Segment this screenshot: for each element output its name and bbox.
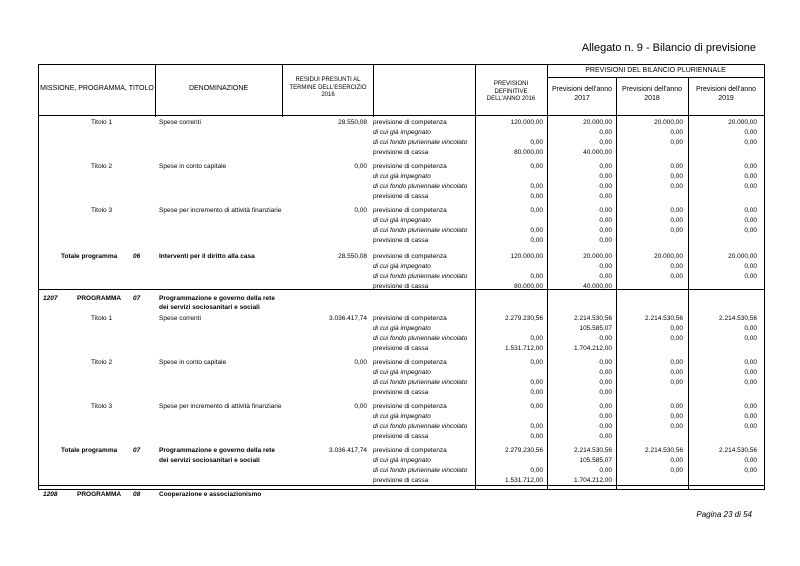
- cell-def: 0,00: [530, 389, 543, 396]
- cell-a2: 0,00: [670, 183, 683, 190]
- cell-voce: previsione di competenza: [373, 315, 447, 322]
- cell-a3: 0,00: [744, 359, 757, 366]
- cell-a2: 0,00: [670, 369, 683, 376]
- cell-label: Titolo 2: [91, 163, 113, 170]
- cell-a2: 0,00: [670, 207, 683, 214]
- cell-a2: 0,00: [670, 423, 683, 430]
- cell-voce: previsione di competenza: [373, 207, 447, 214]
- cell-a1: 0,00: [599, 173, 612, 180]
- cell-a1: 0,00: [599, 163, 612, 170]
- cell-denom: Spese per incremento di attività finanziarie: [159, 207, 282, 214]
- header-anno-2017: Previsioni dell'anno 2017: [551, 86, 613, 102]
- cell-a2: 0,00: [670, 139, 683, 146]
- cell-denom: Cooperazione e associazionismo: [159, 491, 262, 498]
- cell-a2: 0,00: [670, 129, 683, 136]
- cell-a2: 0,00: [670, 227, 683, 234]
- cell-a1: 0,00: [599, 369, 612, 376]
- cell-a1: 0,00: [599, 403, 612, 410]
- table-row: [39, 148, 764, 158]
- header-missione: MISSIONE, PROGRAMMA, TITOLO: [40, 85, 154, 92]
- cell-a1: 0,00: [599, 263, 612, 270]
- cell-residui: 0,00: [354, 359, 367, 366]
- cell-a3: 2.214.530,56: [719, 447, 757, 454]
- table-row: [39, 324, 764, 334]
- header-anno-2019: Previsioni dell'anno 2019: [695, 86, 757, 102]
- cell-a3: 0,00: [744, 173, 757, 180]
- header-previsioni-definitive: PREVISIONI DEFINITIVE DELL'ANNO 2016: [486, 81, 536, 102]
- cell-denom: Programmazione e governo della rete: [159, 295, 275, 302]
- table-row: [39, 368, 764, 378]
- cell-voce: di cui fondo pluriennale vincolato: [373, 335, 468, 342]
- cell-def: 0,00: [530, 273, 543, 280]
- cell-a2: 0,00: [670, 413, 683, 420]
- cell-label: Titolo 3: [91, 403, 113, 410]
- cell-a3: 0,00: [744, 263, 757, 270]
- table-row: [39, 192, 764, 202]
- table-row: [39, 138, 764, 148]
- header-anno-2018: Previsioni dell'anno 2018: [621, 86, 683, 102]
- header-denominazione: DENOMINAZIONE: [188, 85, 249, 92]
- table-row: [39, 252, 764, 262]
- cell-a3: 0,00: [744, 163, 757, 170]
- cell-a1: 1.704.212,00: [574, 345, 612, 352]
- table-row: [39, 216, 764, 226]
- cell-voce: previsione di competenza: [373, 163, 447, 170]
- cell-voce: di cui fondo pluriennale vincolato: [373, 139, 468, 146]
- table-row: [39, 378, 764, 388]
- table-row: [39, 422, 764, 432]
- cell-def: 80.000,00: [514, 149, 543, 156]
- table-row: [39, 172, 764, 182]
- table-row: [39, 282, 764, 292]
- cell-a3: 0,00: [744, 403, 757, 410]
- table-row: [39, 388, 764, 398]
- table-row: [39, 162, 764, 172]
- cell-a2: 0,00: [670, 379, 683, 386]
- cell-voce: di cui fondo pluriennale vincolato: [373, 423, 468, 430]
- header-pluriennale: PREVISIONI DEL BILANCIO PLURIENNALE: [585, 67, 726, 74]
- header-residui: RESIDUI PRESUNTI AL TERMINE DELL'ESERCIZIO 2016: [289, 77, 367, 98]
- cell-a3: 0,00: [744, 369, 757, 376]
- cell-voce: previsione di competenza: [373, 447, 447, 454]
- table-row: [39, 303, 764, 313]
- cell-denom: dei servizi sociosanitari e sociali: [159, 304, 260, 311]
- table-row: [39, 456, 764, 466]
- table-row: [39, 206, 764, 216]
- cell-a1: 40.000,00: [583, 149, 612, 156]
- cell-a1: 0,00: [599, 129, 612, 136]
- budget-table: [38, 64, 765, 498]
- cell-residui: 0,00: [354, 163, 367, 170]
- cell-a1: 0,00: [599, 193, 612, 200]
- cell-label: Titolo 1: [91, 119, 113, 126]
- cell-residui: 3.036.417,74: [329, 315, 367, 322]
- cell-def: 0,00: [530, 379, 543, 386]
- cell-a2: 0,00: [670, 163, 683, 170]
- cell-def: 0,00: [530, 237, 543, 244]
- cell-a1: 0,00: [599, 207, 612, 214]
- cell-voce: previsione di competenza: [373, 359, 447, 366]
- cell-residui: 3.036.417,74: [329, 447, 367, 454]
- cell-voce: di cui già impegnato: [373, 263, 431, 270]
- cell-voce: di cui già impegnato: [373, 457, 431, 464]
- cell-a3: 20.000,00: [728, 119, 757, 126]
- table-row: [39, 446, 764, 456]
- cell-denom: Spese per incremento di attività finanziarie: [159, 403, 282, 410]
- cell-a2: 0,00: [670, 467, 683, 474]
- cell-label: Titolo 3: [91, 207, 113, 214]
- cell-def: 0,00: [530, 193, 543, 200]
- cell-a1: 40.000,00: [583, 283, 612, 290]
- cell-a1: 0,00: [599, 389, 612, 396]
- cell-a1: 0,00: [599, 433, 612, 440]
- cell-a3: 0,00: [744, 335, 757, 342]
- cell-a1: 105.585,07: [579, 325, 612, 332]
- cell-label: PROGRAMMA: [77, 491, 122, 498]
- cell-def: 0,00: [530, 227, 543, 234]
- cell-voce: previsione di competenza: [373, 403, 447, 410]
- cell-denom: Spese correnti: [159, 315, 201, 322]
- cell-denom: Programmazione e governo della rete: [159, 447, 275, 454]
- cell-voce: previsione di cassa: [373, 149, 429, 156]
- table-row: [39, 128, 764, 138]
- cell-voce: previsione di competenza: [373, 253, 447, 260]
- cell-a1: 0,00: [599, 423, 612, 430]
- table-row: [39, 118, 764, 128]
- cell-residui: 0,00: [354, 207, 367, 214]
- cell-def: 120.000,00: [510, 119, 543, 126]
- table-row: [39, 314, 764, 324]
- cell-a2: 20.000,00: [654, 253, 683, 260]
- cell-a3: 0,00: [744, 273, 757, 280]
- document-title: Allegato n. 9 - Bilancio di previsione: [581, 42, 756, 54]
- cell-denom: Interventi per il diritto alla casa: [159, 253, 255, 260]
- cell-a1: 0,00: [599, 379, 612, 386]
- cell-a2: 0,00: [670, 403, 683, 410]
- cell-a2: 0,00: [670, 457, 683, 464]
- cell-a2: 0,00: [670, 263, 683, 270]
- cell-def: 0,00: [530, 359, 543, 366]
- cell-a2: 2.214.530,56: [645, 315, 683, 322]
- cell-residui: 28.550,08: [338, 119, 367, 126]
- cell-a1: 0,00: [599, 217, 612, 224]
- cell-voce: previsione di cassa: [373, 389, 429, 396]
- cell-a1: 0,00: [599, 413, 612, 420]
- cell-voce: previsione di competenza: [373, 119, 447, 126]
- cell-voce: previsione di cassa: [373, 237, 429, 244]
- cell-a3: 0,00: [744, 227, 757, 234]
- cell-a1: 2.214.530,56: [574, 447, 612, 454]
- cell-a2: 20.000,00: [654, 119, 683, 126]
- cell-label: Totale programma: [61, 253, 118, 260]
- cell-voce: di cui già impegnato: [373, 325, 431, 332]
- page-number: Pagina 23 di 54: [696, 510, 752, 519]
- cell-a3: 0,00: [744, 139, 757, 146]
- cell-denom: Spese in conto capitale: [159, 359, 227, 366]
- cell-label: Titolo 1: [91, 315, 113, 322]
- cell-a3: 0,00: [744, 423, 757, 430]
- cell-a2: 0,00: [670, 325, 683, 332]
- cell-prog: 07: [133, 447, 141, 454]
- cell-a3: 0,00: [744, 325, 757, 332]
- cell-prog: 07: [133, 295, 141, 302]
- cell-label: Titolo 2: [91, 359, 113, 366]
- cell-a2: 0,00: [670, 273, 683, 280]
- cell-a3: 0,00: [744, 413, 757, 420]
- cell-prog: 08: [133, 491, 141, 498]
- cell-a1: 0,00: [599, 335, 612, 342]
- cell-voce: di cui fondo pluriennale vincolato: [373, 273, 468, 280]
- cell-residui: 0,00: [354, 403, 367, 410]
- cell-def: 2.279.230,56: [505, 447, 543, 454]
- cell-a2: 0,00: [670, 173, 683, 180]
- cell-def: 80.000,00: [514, 283, 543, 290]
- table-row: [39, 476, 764, 486]
- table-row: [39, 226, 764, 236]
- cell-def: 0,00: [530, 423, 543, 430]
- cell-a1: 0,00: [599, 237, 612, 244]
- cell-residui: 28.550,08: [338, 253, 367, 260]
- cell-a1: 0,00: [599, 467, 612, 474]
- table-row: [39, 272, 764, 282]
- table-row: [39, 334, 764, 344]
- cell-a1: 0,00: [599, 273, 612, 280]
- cell-voce: di cui già impegnato: [373, 369, 431, 376]
- cell-def: 0,00: [530, 335, 543, 342]
- cell-a1: 20.000,00: [583, 119, 612, 126]
- table-row: [39, 182, 764, 192]
- cell-voce: di cui già impegnato: [373, 217, 431, 224]
- cell-a1: 20.000,00: [583, 253, 612, 260]
- cell-label: PROGRAMMA: [77, 295, 122, 302]
- cell-label: Totale programma: [61, 447, 118, 454]
- table-row: [39, 402, 764, 412]
- cell-a3: 0,00: [744, 129, 757, 136]
- cell-a1: 1.704.212,00: [574, 477, 612, 484]
- cell-def: 1.531.712,00: [505, 477, 543, 484]
- cell-a2: 0,00: [670, 335, 683, 342]
- table-row: [39, 432, 764, 442]
- cell-a3: 20.000,00: [728, 253, 757, 260]
- cell-def: 0,00: [530, 403, 543, 410]
- cell-voce: di cui fondo pluriennale vincolato: [373, 183, 468, 190]
- cell-voce: previsione di cassa: [373, 433, 429, 440]
- cell-voce: di cui già impegnato: [373, 173, 431, 180]
- cell-voce: di cui fondo pluriennale vincolato: [373, 379, 468, 386]
- cell-denom: Spese correnti: [159, 119, 201, 126]
- cell-a3: 2.214.530,56: [719, 315, 757, 322]
- cell-code: 1207: [43, 295, 58, 302]
- cell-def: 2.279.230,56: [505, 315, 543, 322]
- cell-a1: 0,00: [599, 227, 612, 234]
- cell-def: 1.531.712,00: [505, 345, 543, 352]
- cell-def: 0,00: [530, 139, 543, 146]
- cell-denom: dei servizi sociosanitari e sociali: [159, 457, 260, 464]
- cell-a3: 0,00: [744, 379, 757, 386]
- table-body: [39, 116, 764, 498]
- cell-def: 0,00: [530, 467, 543, 474]
- cell-prog: 06: [133, 253, 141, 260]
- cell-code: 1208: [43, 491, 58, 498]
- cell-a2: 0,00: [670, 217, 683, 224]
- cell-a3: 0,00: [744, 217, 757, 224]
- cell-voce: di cui già impegnato: [373, 129, 431, 136]
- cell-a3: 0,00: [744, 183, 757, 190]
- cell-voce: di cui fondo pluriennale vincolato: [373, 467, 468, 474]
- cell-a2: 2.214.530,56: [645, 447, 683, 454]
- cell-a1: 0,00: [599, 183, 612, 190]
- cell-voce: previsione di cassa: [373, 477, 429, 484]
- cell-a1: 2.214.530,56: [574, 315, 612, 322]
- cell-def: 0,00: [530, 163, 543, 170]
- table-row: [39, 262, 764, 272]
- cell-voce: di cui già impegnato: [373, 413, 431, 420]
- cell-def: 0,00: [530, 433, 543, 440]
- table-row: [39, 412, 764, 422]
- table-row: [39, 236, 764, 246]
- cell-def: 120.000,00: [510, 253, 543, 260]
- cell-voce: previsione di cassa: [373, 283, 429, 290]
- table-row: [39, 490, 764, 500]
- cell-a3: 0,00: [744, 207, 757, 214]
- table-header: [39, 64, 764, 116]
- cell-def: 0,00: [530, 207, 543, 214]
- cell-a2: 0,00: [670, 359, 683, 366]
- cell-a3: 0,00: [744, 457, 757, 464]
- cell-a3: 0,00: [744, 467, 757, 474]
- table-row: [39, 466, 764, 476]
- table-row: [39, 344, 764, 354]
- cell-voce: di cui fondo pluriennale vincolato: [373, 227, 468, 234]
- cell-voce: previsione di cassa: [373, 193, 429, 200]
- cell-def: 0,00: [530, 183, 543, 190]
- cell-a1: 105.585,07: [579, 457, 612, 464]
- cell-denom: Spese in conto capitale: [159, 163, 227, 170]
- cell-a1: 0,00: [599, 139, 612, 146]
- cell-a1: 0,00: [599, 359, 612, 366]
- cell-voce: previsione di cassa: [373, 345, 429, 352]
- table-row: [39, 358, 764, 368]
